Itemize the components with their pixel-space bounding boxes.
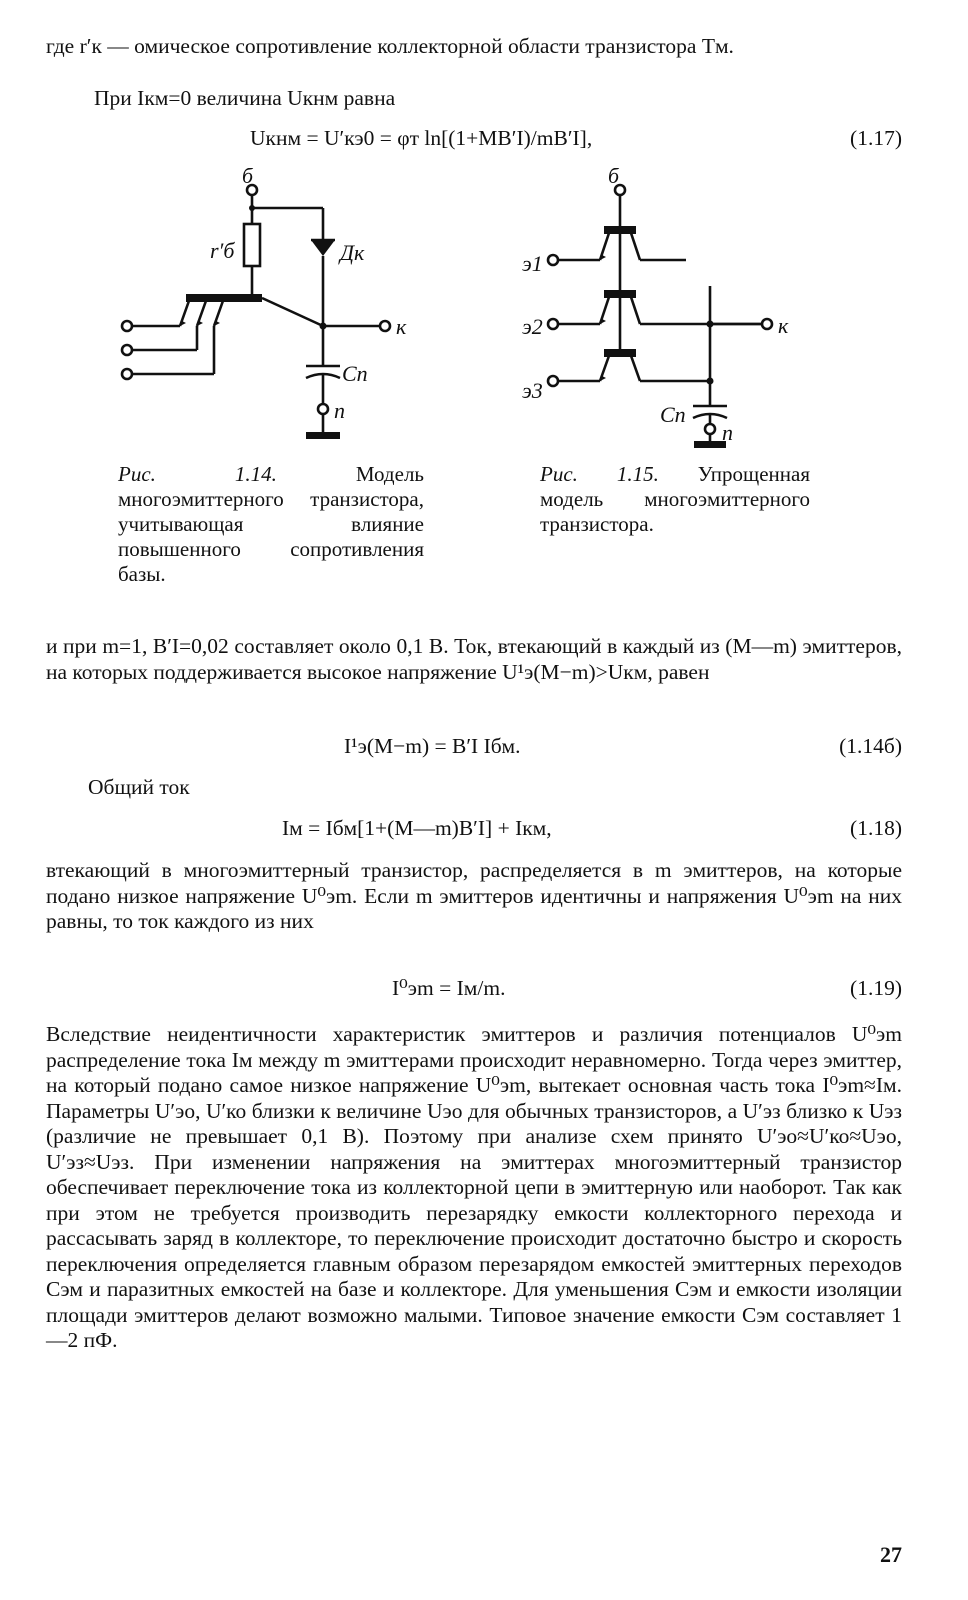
label-collector: к (778, 313, 789, 338)
label-substrate: п (722, 420, 733, 445)
caption-text: Упрощенная модель многоэмиттерного транзистора. (540, 462, 810, 536)
equation-formula: Uкнм = U′кэ0 = φт ln[(1+MB′I)/mB′I], (250, 126, 593, 150)
equation-formula: Iм = Iбм[1+(M—m)B′I] + Iкм, (282, 816, 552, 840)
equation-number: (1.17) (850, 126, 902, 150)
paragraph-5: втекающий в многоэмиттерный транзистор, распределяется в m эмиттеров, на которые подано низкое напряжение U⁰эm. Если m эмиттеров идентичны и напряжения U⁰эm на них равны, то ток каждого из них (46, 858, 902, 933)
equation-number: (1.18) (850, 816, 902, 840)
label-emitter-3: э3 (522, 378, 543, 403)
caption-text: Модель многоэмиттерного транзистора, учитывающая влияние повышенного сопротивления базы. (118, 462, 424, 586)
caption-figure-1-15 (540, 462, 810, 537)
paragraph-2: При Iкм=0 величина Uкнм равна (94, 86, 396, 110)
label-emitter-1: э1 (522, 251, 543, 276)
caption-figure-number: Рис. 1.15. (540, 462, 659, 486)
label-diode: Дк (340, 240, 365, 265)
equation-1-18 (46, 814, 902, 842)
label-substrate: п (334, 398, 345, 423)
figure-1-14-circuit (110, 168, 440, 458)
paragraph-4: Общий ток (88, 775, 190, 799)
label-rb: r′б (210, 238, 235, 263)
label-base: б (608, 168, 620, 188)
caption-figure-number: Рис. 1.14. (118, 462, 277, 486)
caption-figure-1-14 (118, 462, 424, 587)
paragraph-3: и при m=1, B′I=0,02 составляет около 0,1 В. Ток, втекающий в каждый из (M—m) эмиттеров, на которых поддерживается высокое напряжение U¹э(M−m)>Uкм, равен (46, 634, 902, 684)
label-cap: Cп (342, 361, 368, 386)
equation-1-17 (46, 124, 902, 152)
label-collector: к (396, 314, 407, 339)
label-base: б (242, 168, 254, 188)
equation-formula: I¹э(M−m) = B′I Iбм. (344, 734, 521, 758)
equation-formula: I⁰эm = Iм/m. (392, 976, 506, 1000)
equation-1-14b (46, 732, 902, 760)
equation-number: (1.14б) (839, 734, 902, 758)
figure-1-15-circuit (516, 168, 836, 458)
label-emitter-2: э2 (522, 314, 543, 339)
paragraph-6: Вследствие неидентичности характеристик эмиттеров и различия потенциалов U⁰эm распределение тока Iм между m эмиттерами происходит неравномерно. Тогда через эмиттер, на который подано самое низкое напряжение U⁰эm, вытекает основная часть тока I⁰эm≈Iм. Параметры U′эо, U′ко близки к величине Uэо для обычных транзисторов, а U′эз близко к Uэз (различие не превышает 0,1 В). Поэтому при анализе схем принято U′эо≈U′ко≈Uэо, U′эз≈Uэз. При изменении напряжения на эмиттерах многоэмиттерный транзистор обеспечивает переключение тока из коллекторной цепи в эмиттерную или наоборот. Так как при этом не требуется производить перезарядку емкости коллекторного перехода и рассасывать заряд в коллекторе, то переключение происходит достаточно быстро и скорость переключения определяется главным образом перезарядом емкостей эмиттерных переходов Cэм и паразитных емкостей на базе и коллекторе. Для уменьшения Cэм и емкости изоляции площади эмиттеров делают возможно малыми. Типовое значение емкости Cэм составляет 1—2 пФ. (46, 1022, 902, 1352)
equation-1-19 (46, 974, 902, 1002)
page-number: 27 (880, 1542, 902, 1567)
paragraph-1: где r′к — омическое сопротивление коллекторной области транзистора Tм. (46, 34, 734, 58)
equation-number: (1.19) (850, 976, 902, 1000)
label-cap: Cп (660, 402, 686, 427)
